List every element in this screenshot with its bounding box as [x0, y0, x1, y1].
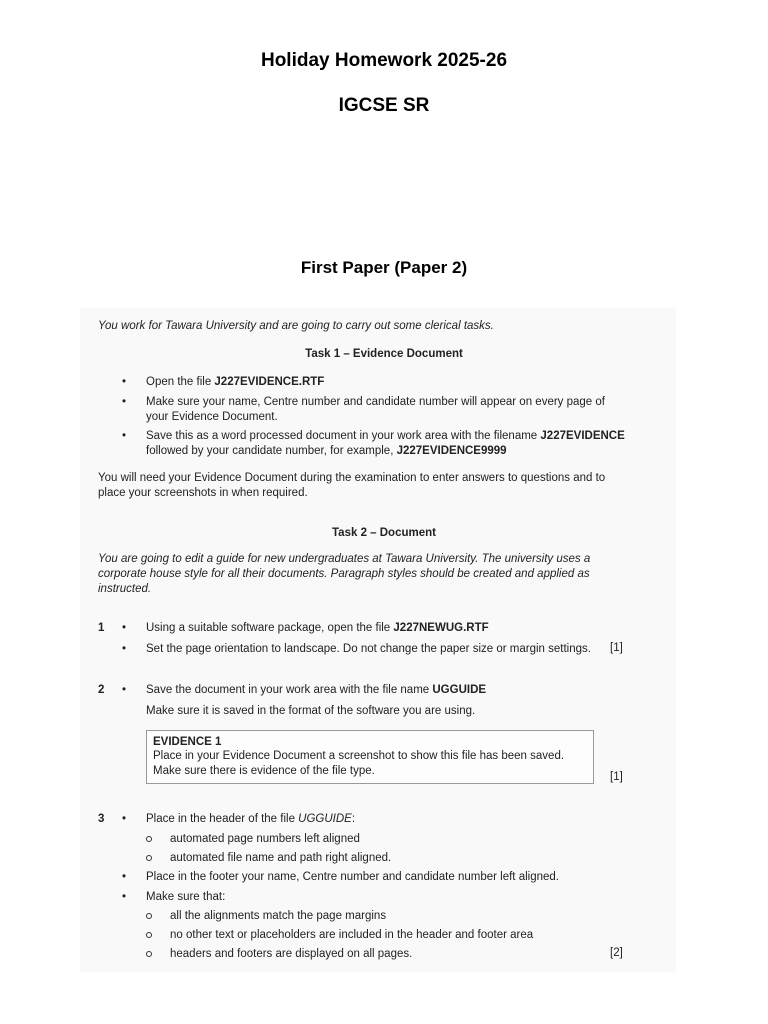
q1-bullet-1: Using a suitable software package, open the file J227NEWUG.RTF [146, 622, 489, 634]
task1-bullet-2-line1: Make sure your name, Centre number and candidate number will appear on every page of [146, 396, 605, 408]
bullet-icon: • [122, 643, 127, 655]
task1-bullet-2-line2: your Evidence Document. [146, 411, 278, 423]
task1-para-line2: place your screenshots in when required. [98, 487, 308, 499]
task2-intro-line1: You are going to edit a guide for new undergraduates at Tawara University. The university uses a [98, 553, 591, 565]
q3-sub-5: headers and footers are displayed on all pages. [170, 948, 413, 960]
task2-intro-line3: instructed. [98, 583, 152, 595]
task1-bullet-3-line2: followed by your candidate number, for example, J227EVIDENCE9999 [146, 445, 507, 457]
task2-heading: Task 2 – Document [332, 527, 436, 539]
evidence-title: EVIDENCE 1 [153, 736, 222, 748]
circle-bullet-icon [146, 836, 152, 842]
bullet-icon: • [122, 684, 127, 696]
q1-bullet-2: Set the page orientation to landscape. Do not change the paper size or margin settings. [146, 643, 591, 655]
task1-para-line1: You will need your Evidence Document during the examination to enter answers to questions and to [98, 472, 606, 484]
q3-sub-4: no other text or placeholders are included in the header and footer area [170, 929, 534, 941]
bullet-icon: • [122, 622, 127, 634]
bullet-icon: • [122, 871, 127, 883]
circle-bullet-icon [146, 932, 152, 938]
q3-bullet-3: Make sure that: [146, 891, 226, 903]
q2-line-2: Make sure it is saved in the format of the software you are using. [146, 705, 476, 717]
task2-intro-line2: corporate house style for all their documents. Paragraph styles should be created and applied as [98, 568, 590, 580]
circle-bullet-icon [146, 855, 152, 861]
bullet-icon: • [122, 376, 127, 388]
q1-marks: [1] [610, 642, 623, 654]
q3-sub-1: automated page numbers left aligned [170, 833, 360, 845]
q3-bullet-2: Place in the footer your name, Centre number and candidate number left aligned. [146, 871, 559, 883]
bullet-icon: • [122, 396, 127, 408]
intro-text: You work for Tawara University and are going to carry out some clerical tasks. [98, 320, 494, 332]
circle-bullet-icon [146, 913, 152, 919]
task1-bullet-3-line1: Save this as a word processed document in your work area with the filename J227EVIDENCE [146, 430, 625, 442]
circle-bullet-icon [146, 951, 152, 957]
q3-sub-2: automated file name and path right aligned. [170, 852, 392, 864]
q3-bullet-1: Place in the header of the file UGGUIDE: [146, 813, 356, 825]
paper-heading: First Paper (Paper 2) [300, 258, 468, 277]
page-title: Holiday Homework 2025-26 [260, 50, 508, 71]
bullet-icon: • [122, 813, 127, 825]
task1-heading: Task 1 – Evidence Document [305, 348, 463, 360]
task1-bullet-1: Open the file J227EVIDENCE.RTF [146, 376, 325, 388]
q3-sub-3: all the alignments match the page margins [170, 910, 387, 922]
question-number-3: 3 [98, 813, 105, 825]
bullet-icon: • [122, 891, 127, 903]
q2-marks: [1] [610, 771, 623, 783]
q2-bullet-1: Save the document in your work area with the file name UGGUIDE [146, 684, 487, 696]
question-number-2: 2 [98, 684, 105, 696]
evidence-line1: Place in your Evidence Document a screenshot to show this file has been saved. [153, 750, 565, 762]
page-subtitle: IGCSE SR [338, 95, 430, 116]
q3-marks: [2] [610, 947, 623, 959]
question-number-1: 1 [98, 622, 105, 634]
evidence-line2: Make sure there is evidence of the file type. [153, 765, 375, 777]
bullet-icon: • [122, 430, 127, 442]
